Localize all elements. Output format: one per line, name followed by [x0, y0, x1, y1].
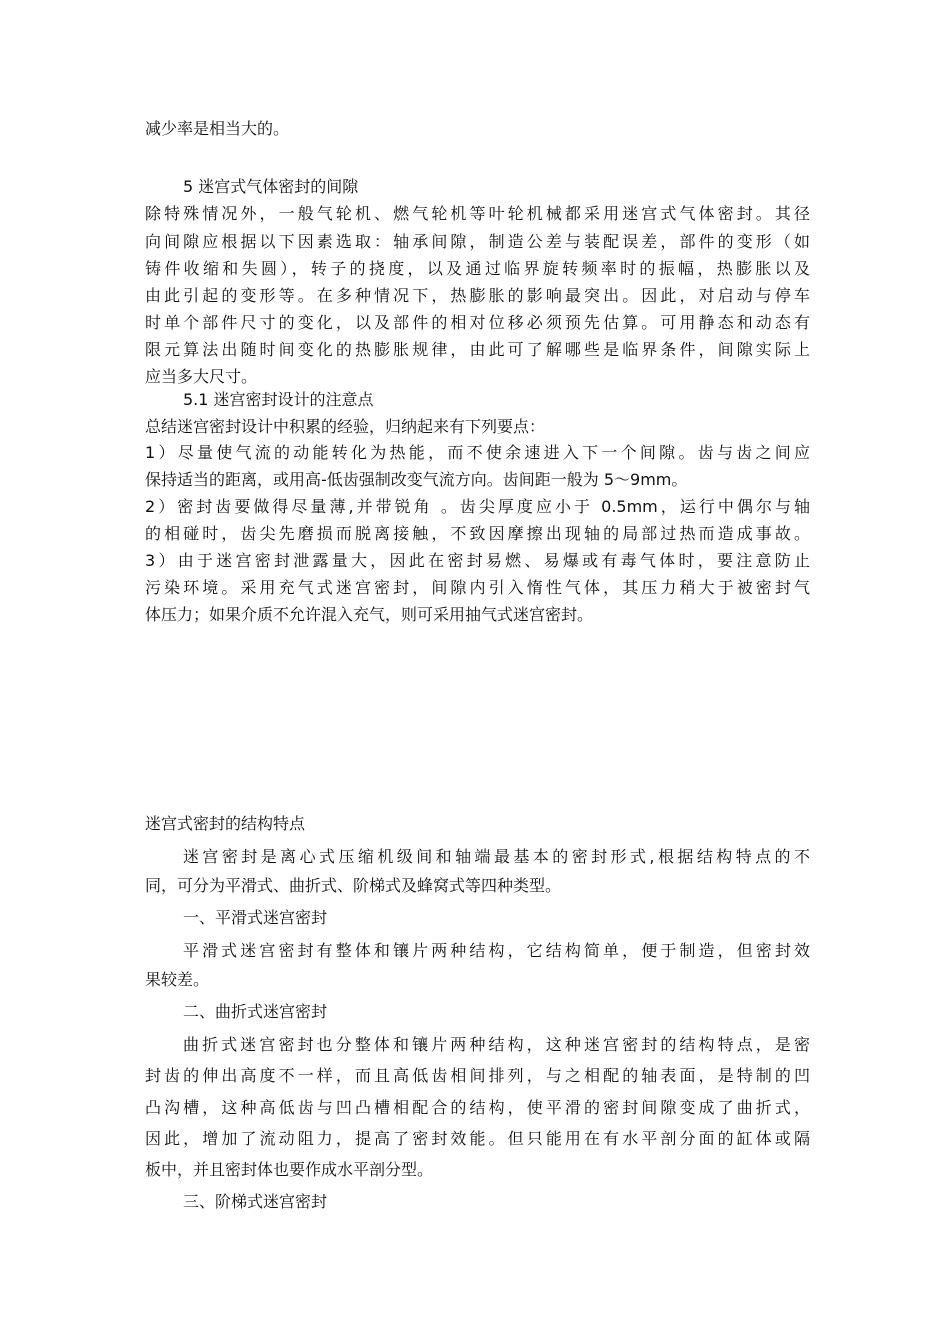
para-zigzag-line: 板中，并且密封体也要作成水平剖分型。 [145, 1160, 434, 1179]
continuation-text: 减少率是相当大的。 [145, 119, 290, 138]
section-5-1-heading: 5.1 迷宫密封设计的注意点 [183, 390, 374, 409]
para-5-line: 除特殊情况外，一般气轮机、燃气轮机等叶轮机械都采用迷宫式气体密封。其径 [145, 204, 810, 223]
point-1-line: 保持适当的距离，或用高-低齿强制改变气流方向。齿间距一般为 5～9mm。 [145, 470, 688, 489]
para-5-line: 铸件收缩和失圆），转子的挠度，以及通过临界旋转频率时的振幅，热膨胀以及 [145, 259, 810, 278]
point-1-line: 1）尽量使气流的动能转化为热能，而不使余速进入下一个间隙。齿与齿之间应 [145, 443, 810, 462]
para-zigzag-line: 凸沟槽，这种高低齿与凹凸槽相配合的结构，使平滑的密封间隙变成了曲折式， [145, 1098, 810, 1117]
point-3-line: 体压力；如果介质不允许混入充气，则可采用抽气式迷宫密封。 [145, 605, 594, 624]
section-b-intro-line: 迷宫密封是离心式压缩机级间和轴端最基本的密封形式,根据结构特点的不 [183, 847, 810, 866]
heading-zigzag-seal: 二、曲折式迷宫密封 [183, 1002, 328, 1021]
para-smooth-line: 平滑式迷宫密封有整体和镶片两种结构，它结构简单，便于制造，但密封效 [183, 941, 810, 960]
para-5-line: 限元算法出随时间变化的热膨胀规律，由此可了解哪些是临界条件，间隙实际上 [145, 340, 810, 359]
point-3-line: 3）由于迷宫密封泄露量大，因此在密封易燃、易爆或有毒气体时，要注意防止 [145, 551, 810, 570]
section-5-heading: 5 迷宫式气体密封的间隙 [183, 177, 359, 196]
section-b-title: 迷宫式密封的结构特点 [145, 814, 306, 833]
para-smooth-line: 果较差。 [145, 970, 210, 989]
section-b-intro-line: 同，可分为平滑式、曲折式、阶梯式及蜂窝式等四种类型。 [145, 876, 562, 895]
point-3-line: 污染环境。采用充气式迷宫密封，间隙内引入惰性气体，其压力稍大于被密封气 [145, 578, 810, 597]
para-zigzag-line: 曲折式迷宫密封也分整体和镶片两种结构，这种迷宫密封的结构特点，是密 [183, 1035, 810, 1054]
section-5-1-intro: 总结迷宫密封设计中积累的经验，归纳起来有下列要点： [145, 417, 546, 436]
para-5-line: 时单个部件尺寸的变化，以及部件的相对位移必须预先估算。可用静态和动态有 [145, 313, 810, 332]
para-5-line: 向间隙应根据以下因素选取：轴承间隙，制造公差与装配误差，部件的变形（如 [145, 232, 810, 251]
heading-smooth-seal: 一、平滑式迷宫密封 [183, 908, 328, 927]
point-2-line: 2）密封齿要做得尽量薄,并带锐角 。齿尖厚度应小于 0.5mm，运行中偶尔与轴 [145, 497, 810, 516]
para-5-line: 应当多大尺寸。 [145, 367, 258, 386]
para-5-line: 由此引起的变形等。在多种情况下，热膨胀的影响最突出。因此，对启动与停车 [145, 286, 810, 305]
para-zigzag-line: 封齿的伸出高度不一样，而且高低齿相间排列，与之相配的轴表面，是特制的凹 [145, 1066, 810, 1085]
para-zigzag-line: 因此，增加了流动阻力，提高了密封效能。但只能用在有水平剖分面的缸体或隔 [145, 1129, 810, 1148]
heading-stepped-seal: 三、阶梯式迷宫密封 [183, 1192, 328, 1211]
point-2-line: 的相碰时，齿尖先磨损而脱离接触，不致因摩擦出现轴的局部过热而造成事故。 [145, 524, 810, 543]
